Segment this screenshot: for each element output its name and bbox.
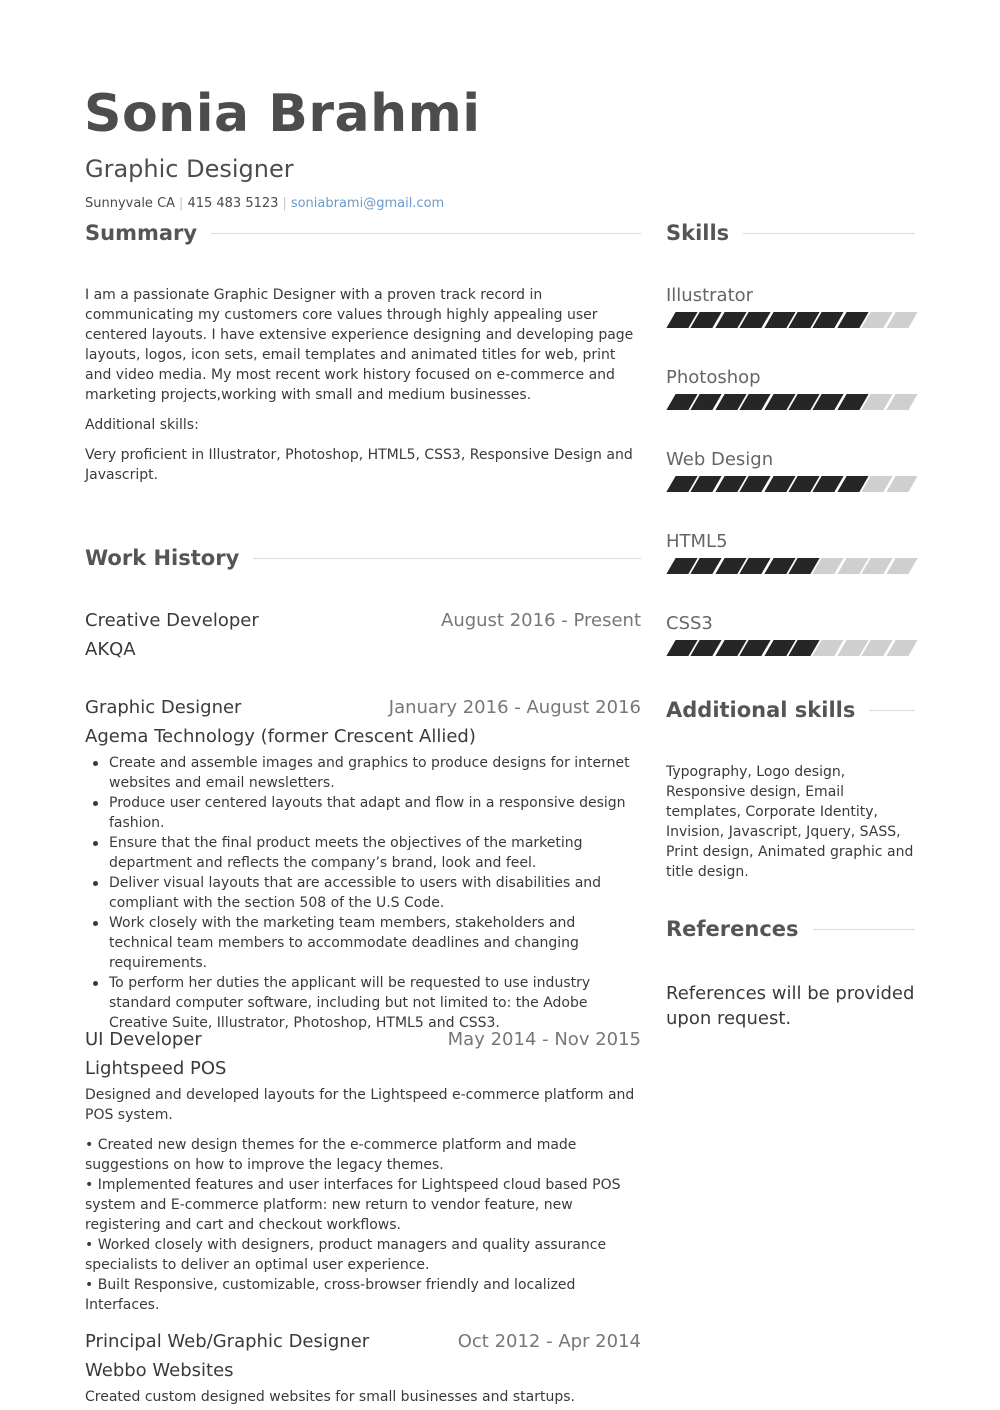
summary-section-heading (85, 218, 641, 248)
job-bullet: Deliver visual layouts that are accessible to users with disabilities and compliant with the section 508 of the U.S Code. (85, 873, 641, 913)
references-section-heading (666, 914, 915, 944)
skill-level-bar (666, 640, 915, 656)
job-entry (85, 697, 641, 1033)
job-header (85, 1029, 641, 1050)
skill-name: Web Design (666, 449, 774, 470)
skill-item (666, 367, 915, 410)
job-entry (85, 1331, 641, 1407)
candidate-name: Sonia Brahmi (84, 84, 481, 144)
job-company: Lightspeed POS (85, 1058, 227, 1079)
section-divider (869, 710, 915, 711)
job-header (85, 1331, 641, 1352)
job-dates: August 2016 - Present (441, 610, 641, 631)
skill-name: HTML5 (666, 531, 728, 552)
skill-item (666, 285, 915, 328)
candidate-title: Graphic Designer (85, 155, 294, 183)
job-achievement-line: • Created new design themes for the e-commerce platform and made suggestions on how to improve the legacy themes. (85, 1137, 577, 1173)
section-divider (743, 233, 915, 234)
job-dates: May 2014 - Nov 2015 (447, 1029, 641, 1050)
references-text: References will be provided upon request. (666, 983, 915, 1029)
additional-skills-section-heading (666, 695, 915, 725)
skill-item (666, 531, 915, 574)
section-heading-text: Summary (85, 221, 198, 245)
section-heading-text: Work History (85, 546, 240, 570)
section-heading-text: References (666, 917, 799, 941)
job-entry (85, 1029, 641, 1315)
work-history-section-heading (85, 543, 641, 573)
job-achievement-line: • Implemented features and user interfaces for Lightspeed cloud based POS system and E-commerce platform: new return to vendor feature, new registering and cart and checkout workflows. (85, 1177, 621, 1233)
summary-paragraph: I am a passionate Graphic Designer with a proven track record in communicating my customers core values through highly appealing user centered layouts. I have extensive experience designing and developing page layouts, logos, icon sets, email templates and animated titles for web, print and video media. My most recent work history focused on e-commerce and marketing projects,working with small and medium businesses. (85, 287, 634, 403)
summary-paragraph: Additional skills: (85, 417, 199, 433)
job-bullet: Produce user centered layouts that adapt and flow in a responsive design fashion. (85, 793, 641, 833)
contact-email-link[interactable]: soniabrami@gmail.com (290, 196, 445, 211)
contact-phone: 415 483 5123 (187, 196, 279, 211)
job-company: Webbo Websites (85, 1360, 234, 1381)
job-bullet: Work closely with the marketing team members, stakeholders and technical team members to accommodate deadlines and changing requirements. (85, 913, 641, 973)
job-company: Agema Technology (former Crescent Allied) (85, 726, 476, 747)
job-bullet: Create and assemble images and graphics to produce designs for internet websites and email newsletters. (85, 753, 641, 793)
job-title: UI Developer (85, 1029, 202, 1050)
job-title: Graphic Designer (85, 697, 242, 718)
job-dates: January 2016 - August 2016 (388, 697, 641, 718)
job-title: Principal Web/Graphic Designer (85, 1331, 370, 1352)
job-description: Designed and developed layouts for the Lightspeed e-commerce platform and POS system. (85, 1087, 635, 1123)
job-description: Created custom designed websites for small businesses and startups. (85, 1389, 575, 1405)
job-bullet: Ensure that the final product meets the objectives of the marketing department and reflects the company’s brand, look and feel. (85, 833, 641, 873)
skill-level-bar (666, 558, 915, 574)
section-heading-text: Skills (666, 221, 730, 245)
contact-line (85, 196, 444, 211)
section-divider (813, 929, 915, 930)
job-achievement-line: • Built Responsive, customizable, cross-browser friendly and localized Interfaces. (85, 1277, 576, 1313)
section-heading-text: Additional skills (666, 698, 856, 722)
skill-level-bar (666, 394, 915, 410)
contact-separator: | (179, 196, 184, 211)
job-header (85, 697, 641, 718)
summary-paragraph: Very proficient in Illustrator, Photoshop, HTML5, CSS3, Responsive Design and Javascript. (85, 447, 633, 483)
job-entry (85, 610, 641, 660)
skill-name: Illustrator (666, 285, 754, 306)
contact-separator: | (282, 196, 287, 211)
contact-location: Sunnyvale CA (85, 196, 176, 211)
additional-skills-text: Typography, Logo design, Responsive design, Email templates, Corporate Identity, Invision, Javascript, Jquery, SASS, Print design, Animated graphic and title design. (666, 764, 914, 880)
job-achievement-line: • Worked closely with designers, product managers and quality assurance specialists to deliver an optimal user experience. (85, 1237, 607, 1273)
job-company: AKQA (85, 639, 136, 660)
job-header (85, 610, 641, 631)
section-divider (253, 558, 641, 559)
skill-level-bar (666, 476, 915, 492)
section-divider (211, 233, 641, 234)
skill-item (666, 613, 915, 656)
skill-name: Photoshop (666, 367, 761, 388)
job-bullet: To perform her duties the applicant will be requested to use industry standard computer software, including but not limited to: the Adobe Creative Suite, Illustrator, Photoshop, HTML5 and CSS3. (85, 973, 641, 1033)
job-responsibilities (85, 753, 641, 1033)
skill-item (666, 449, 915, 492)
skill-name: CSS3 (666, 613, 713, 634)
skill-level-bar (666, 312, 915, 328)
summary-body (85, 285, 641, 495)
job-dates: Oct 2012 - Apr 2014 (457, 1331, 641, 1352)
job-title: Creative Developer (85, 610, 259, 631)
skills-section-heading (666, 218, 915, 248)
job-achievements (85, 1135, 641, 1315)
